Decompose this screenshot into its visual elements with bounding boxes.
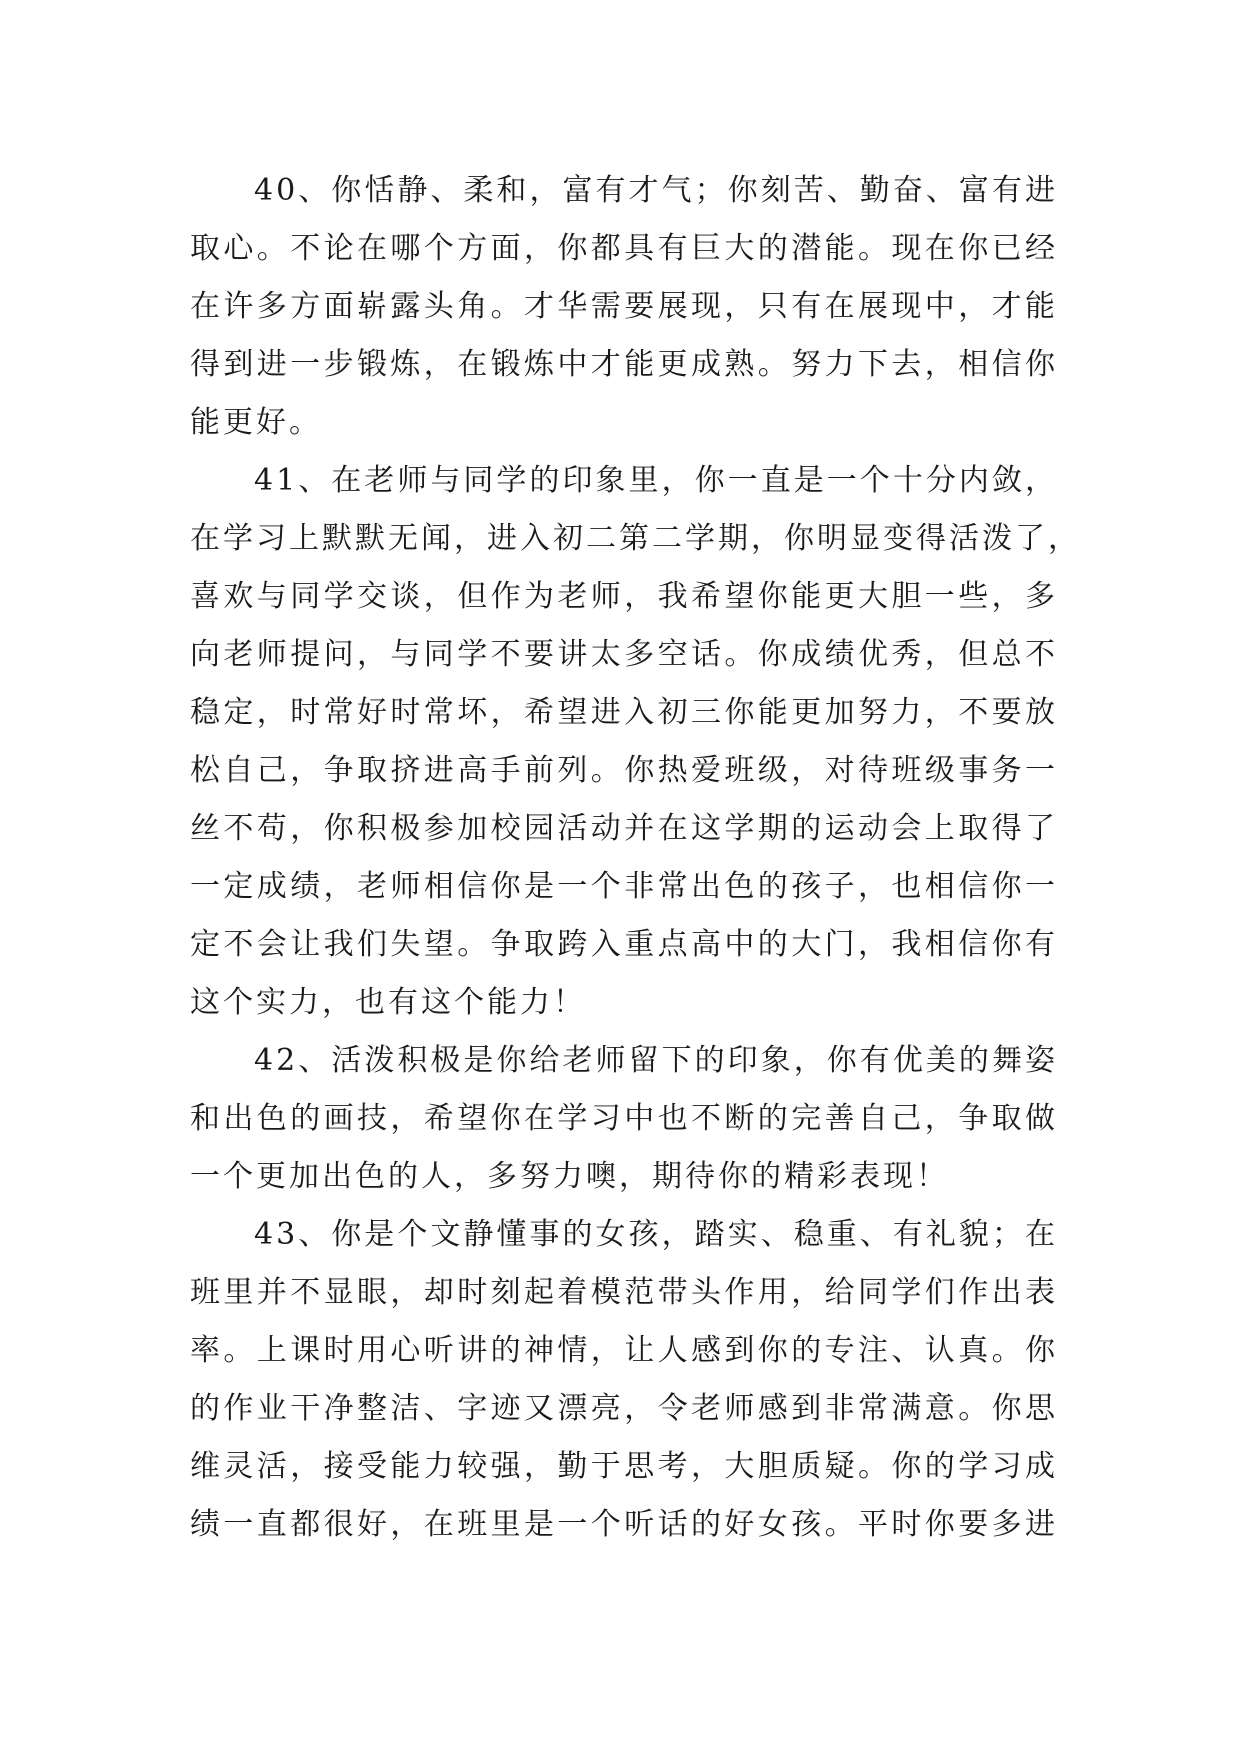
paragraph-43 [190,1206,1058,1554]
text-line: 喜欢与同学交谈，但作为老师，我希望你能更大胆一些，多 [190,579,1058,614]
text-line: 42、活泼积极是你给老师留下的印象，你有优美的舞姿 [254,1043,1058,1078]
text-line: 绩一直都很好，在班里是一个听话的好女孩。平时你要多进 [190,1507,1058,1542]
text-line: 能更好。 [190,405,322,440]
text-line: 维灵活，接受能力较强，勤于思考，大胆质疑。你的学习成 [190,1449,1058,1484]
text-line: 丝不苟，你积极参加校园活动并在这学期的运动会上取得了 [190,811,1058,846]
text-line: 在许多方面崭露头角。才华需要展现，只有在展现中，才能 [190,289,1058,324]
text-line: 一个更加出色的人，多努力噢，期待你的精彩表现！ [190,1159,949,1194]
text-line: 向老师提问，与同学不要讲太多空话。你成绩优秀，但总不 [190,637,1058,672]
paragraph-42 [190,1032,1058,1206]
paragraph-40 [190,162,1058,452]
paragraph-41 [190,452,1081,1032]
text-line: 率。上课时用心听讲的神情，让人感到你的专注、认真。你 [190,1333,1058,1368]
text-line: 和出色的画技，希望你在学习中也不断的完善自己，争取做 [190,1101,1058,1136]
text-line: 的作业干净整洁、字迹又漂亮，令老师感到非常满意。你思 [190,1391,1058,1426]
text-line: 40、你恬静、柔和，富有才气；你刻苦、勤奋、富有进 [254,173,1058,208]
text-line: 松自己，争取挤进高手前列。你热爱班级，对待班级事务一 [190,753,1058,788]
text-line: 在学习上默默无闻，进入初二第二学期，你明显变得活泼了， [190,521,1081,556]
text-line: 定不会让我们失望。争取跨入重点高中的大门，我相信你有 [190,927,1058,962]
text-line: 得到进一步锻炼，在锻炼中才能更成熟。努力下去，相信你 [190,347,1058,382]
text-line: 取心。不论在哪个方面，你都具有巨大的潜能。现在你已经 [190,231,1058,266]
text-line: 41、在老师与同学的印象里，你一直是一个十分内敛， [254,463,1058,498]
text-line: 这个实力，也有这个能力！ [190,985,586,1020]
text-line: 班里并不显眼，却时刻起着模范带头作用，给同学们作出表 [190,1275,1058,1310]
text-line: 稳定，时常好时常坏，希望进入初三你能更加努力，不要放 [190,695,1058,730]
text-line: 43、你是个文静懂事的女孩，踏实、稳重、有礼貌；在 [254,1217,1058,1252]
document-body [190,162,1081,1554]
text-line: 一定成绩，老师相信你是一个非常出色的孩子，也相信你一 [190,869,1058,904]
